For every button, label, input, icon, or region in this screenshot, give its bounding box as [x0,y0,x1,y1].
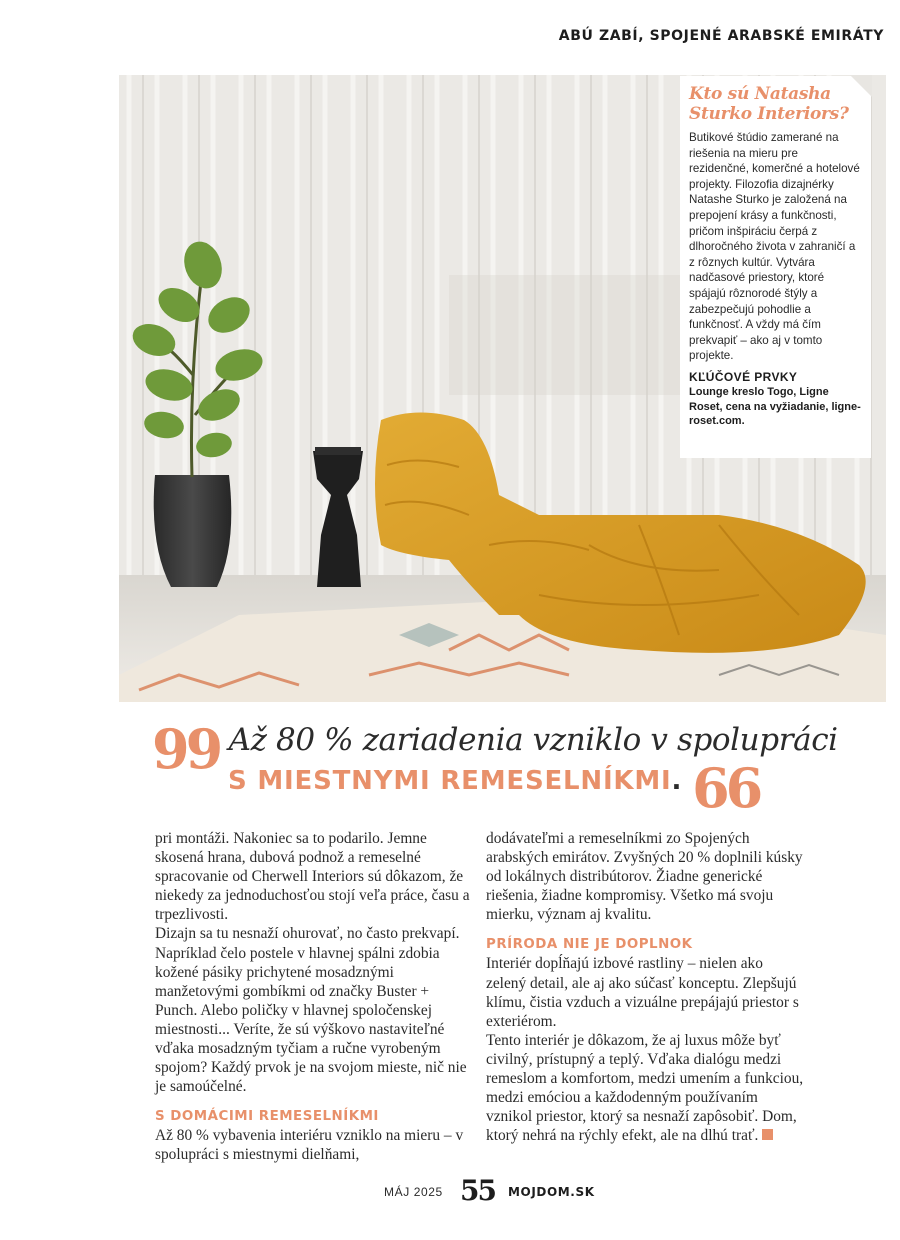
paragraph: Interiér dopĺňajú izbové rastliny – nielen ako zelený detail, ale aj ako súčasť konceptu. Zlepšujú klímu, čistia vzduch a vizuálne prepájajú priestor s exteriérom. [486,955,799,1030]
designer-sidebar [680,76,871,458]
article-column-right [486,829,804,1145]
sidebar-subheading: KĽÚČOVÉ PRVKY [689,369,798,384]
paragraph: pri montáži. Nakoniec sa to podarilo. Jemne skosená hrana, dubová podnož a remeselné spracovanie od Cherwell Interiors sú dôkazom, že niekedy za jednoduchosťou stojí veľa práce, času a trpezlivosti. [155,830,470,924]
paragraph-last [486,1031,804,1146]
paragraph-text: Tento interiér je dôkazom, že aj luxus môže byť civilný, prístupný a teplý. Vďaka dialógu medzi remeslom a komfortom, medzi umením a funkciou, medzi emóciou a každodenným používaním vznikol priestor, ktorý sa nesnaží zapôsobiť. Dom, ktorý nehrá na rýchly efekt, ale na dlhú trať. [486,1031,804,1145]
end-of-article-icon [762,1129,773,1140]
page-number: 55 [460,1174,495,1207]
sidebar-title: Kto sú Natasha Sturko Interiors? [689,84,849,124]
paragraph: Dizajn sa tu nesnaží ohurovať, no často prekvapí. Napríklad čelo postele v hlavnej spálni zdobia kožené pásiky prichytené mosadznými manžetovými gombíkmi od značky Buster + Punch. Alebo poličky v hlavnej spoločenskej miestnosti... Veríte, že sú výškovo nastaviteľné vďaka mosadzným tyčiam a ručne vyrobeným spojom? Každý prvok je na svojom mieste, nič nie je samoúčelné. [155,925,467,1096]
pull-quote-text: Až 80 % zariadenia vzniklo v spolupráci [228,722,838,758]
close-quote-mark: 66 [692,756,760,820]
paragraph: Až 80 % vybavenia interiéru vzniklo na mieru – v spolupráci s miestnymi dielňami, [155,1127,464,1164]
sidebar-details: Lounge kreslo Togo, Ligne Roset, cena na vyžiadanie, ligne-roset.com. [689,385,861,428]
website: MOJDOM.SK [508,1185,595,1199]
open-quote-mark: 99 [152,717,220,781]
sidebar-body: Butikové štúdio zamerané na riešenia na mieru pre rezidenčné, komerčné a hotelové projekty. Filozofia dizajnérky Natashe Sturko je založená na prepojení krásy a funkčnosti, pričom inšpiráciu čerpá z dlhoročného života v zahraničí a z rôznych kultúr. Vytvára nadčasové priestory, ktoré spájajú rôznorodé štýly a zabezpečujú pohodlie a funkčnosť. A vždy má čím prekvapiť – ako aj v tomto projekte. [689,131,860,363]
page-footer [0,1174,900,1210]
issue-date: MÁJ 2025 [384,1185,443,1199]
location-header: ABÚ ZABÍ, SPOJENÉ ARABSKÉ EMIRÁTY [558,28,884,44]
pull-quote-emphasis: S MIESTNYMI REMESELNÍKMI [228,766,672,796]
section-heading: S DOMÁCIMI REMESELNÍKMI [155,1109,379,1125]
article-column-left [155,829,473,1165]
pull-quote-period: . [671,766,683,796]
paragraph: dodávateľmi a remeselníkmi zo Spojených arabských emirátov. Zvyšných 20 % doplnili kúsky od lokálnych distribútorov. Žiadne generické riešenia, žiadne kompromisy. Všetko má svoju mierku, význam aj kvalitu. [486,830,803,924]
pull-quote-line2 [228,756,760,820]
section-heading: PRÍRODA NIE JE DOPLNOK [486,937,693,953]
page-corner-fold [850,75,872,97]
